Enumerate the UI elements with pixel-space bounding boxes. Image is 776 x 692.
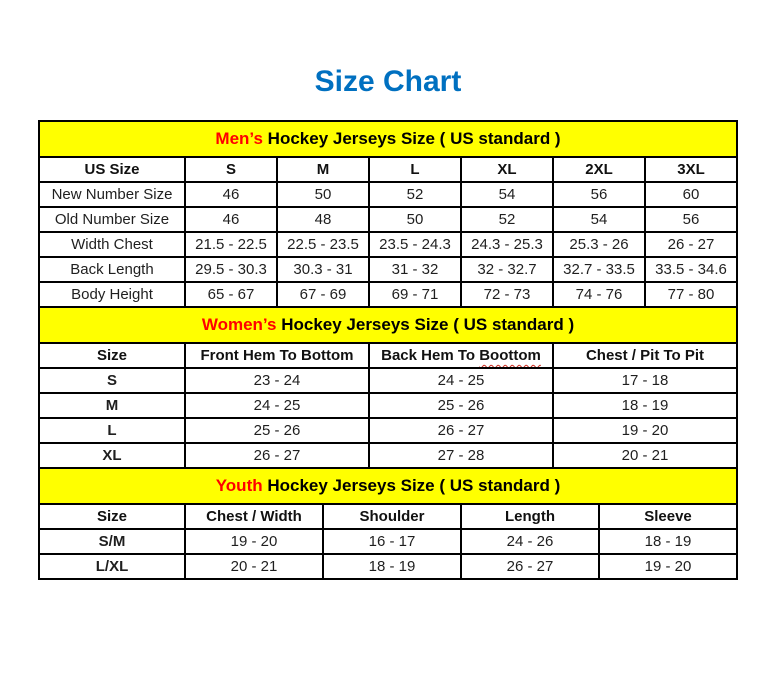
header-cell bbox=[369, 343, 553, 368]
row-label-cell: L/XL bbox=[39, 554, 185, 579]
data-cell: 31 - 32 bbox=[369, 257, 461, 282]
table-row bbox=[39, 393, 737, 418]
row-label-cell: M bbox=[39, 393, 185, 418]
row-label-cell: XL bbox=[39, 443, 185, 468]
data-cell: 22.5 - 23.5 bbox=[277, 232, 369, 257]
data-cell: 27 - 28 bbox=[369, 443, 553, 468]
data-cell: 26 - 27 bbox=[645, 232, 737, 257]
data-cell: 56 bbox=[553, 182, 645, 207]
section-banner-row bbox=[39, 307, 737, 343]
data-cell: 69 - 71 bbox=[369, 282, 461, 307]
row-label-cell: S/M bbox=[39, 529, 185, 554]
header-cell: Size bbox=[39, 343, 185, 368]
data-cell: 72 - 73 bbox=[461, 282, 553, 307]
data-cell: 26 - 27 bbox=[185, 443, 369, 468]
data-cell: 19 - 20 bbox=[185, 529, 323, 554]
data-cell: 19 - 20 bbox=[553, 418, 737, 443]
data-cell: 77 - 80 bbox=[645, 282, 737, 307]
data-cell: 52 bbox=[461, 207, 553, 232]
section-banner-row bbox=[39, 121, 737, 157]
data-cell: 19 - 20 bbox=[599, 554, 737, 579]
data-cell: 25.3 - 26 bbox=[553, 232, 645, 257]
data-cell: 24 - 25 bbox=[185, 393, 369, 418]
header-cell: Length bbox=[461, 504, 599, 529]
data-cell: 23.5 - 24.3 bbox=[369, 232, 461, 257]
header-cell: 2XL bbox=[553, 157, 645, 182]
youth-size-table bbox=[38, 467, 738, 580]
misspelled-word: Boottom bbox=[479, 347, 541, 364]
header-cell: 3XL bbox=[645, 157, 737, 182]
header-cell: S bbox=[185, 157, 277, 182]
row-label-cell: L bbox=[39, 418, 185, 443]
row-label-cell: Old Number Size bbox=[39, 207, 185, 232]
womens-size-table bbox=[38, 306, 738, 469]
banner-rest: Hockey Jerseys Size ( US standard ) bbox=[262, 129, 561, 148]
size-chart-tables bbox=[38, 120, 738, 580]
data-cell: 29.5 - 30.3 bbox=[185, 257, 277, 282]
data-cell: 21.5 - 22.5 bbox=[185, 232, 277, 257]
data-cell: 60 bbox=[645, 182, 737, 207]
header-cell: Shoulder bbox=[323, 504, 461, 529]
data-cell: 25 - 26 bbox=[369, 393, 553, 418]
data-cell: 30.3 - 31 bbox=[277, 257, 369, 282]
row-label-cell: Back Length bbox=[39, 257, 185, 282]
data-cell: 56 bbox=[645, 207, 737, 232]
header-cell: M bbox=[277, 157, 369, 182]
data-cell: 25 - 26 bbox=[185, 418, 369, 443]
mens-banner-title bbox=[39, 121, 737, 157]
banner-rest: Hockey Jerseys Size ( US standard ) bbox=[276, 315, 575, 334]
header-cell: Front Hem To Bottom bbox=[185, 343, 369, 368]
data-cell: 74 - 76 bbox=[553, 282, 645, 307]
header-cell: Size bbox=[39, 504, 185, 529]
data-cell: 24.3 - 25.3 bbox=[461, 232, 553, 257]
table-row bbox=[39, 232, 737, 257]
mens-size-table bbox=[38, 120, 738, 308]
row-label-cell: Body Height bbox=[39, 282, 185, 307]
data-cell: 67 - 69 bbox=[277, 282, 369, 307]
header-cell: L bbox=[369, 157, 461, 182]
table-row bbox=[39, 418, 737, 443]
column-header-row bbox=[39, 343, 737, 368]
row-label-cell: Width Chest bbox=[39, 232, 185, 257]
data-cell: 23 - 24 bbox=[185, 368, 369, 393]
banner-highlight: Youth bbox=[215, 476, 263, 495]
page-title: Size Chart bbox=[314, 65, 462, 98]
header-text: Back Hem To bbox=[381, 347, 480, 364]
data-cell: 33.5 - 34.6 bbox=[645, 257, 737, 282]
table-row bbox=[39, 282, 737, 307]
data-cell: 48 bbox=[277, 207, 369, 232]
womens-banner-title bbox=[39, 307, 737, 343]
row-label-cell: New Number Size bbox=[39, 182, 185, 207]
banner-rest: Hockey Jerseys Size ( US standard ) bbox=[262, 476, 561, 495]
data-cell: 46 bbox=[185, 207, 277, 232]
column-header-row bbox=[39, 157, 737, 182]
header-cell: US Size bbox=[39, 157, 185, 182]
data-cell: 32 - 32.7 bbox=[461, 257, 553, 282]
data-cell: 18 - 19 bbox=[553, 393, 737, 418]
data-cell: 20 - 21 bbox=[185, 554, 323, 579]
data-cell: 20 - 21 bbox=[553, 443, 737, 468]
data-cell: 46 bbox=[185, 182, 277, 207]
data-cell: 65 - 67 bbox=[185, 282, 277, 307]
table-row bbox=[39, 257, 737, 282]
header-cell: Chest / Pit To Pit bbox=[553, 343, 737, 368]
data-cell: 24 - 26 bbox=[461, 529, 599, 554]
data-cell: 26 - 27 bbox=[461, 554, 599, 579]
header-cell: Sleeve bbox=[599, 504, 737, 529]
table-row bbox=[39, 554, 737, 579]
data-cell: 16 - 17 bbox=[323, 529, 461, 554]
data-cell: 54 bbox=[553, 207, 645, 232]
data-cell: 54 bbox=[461, 182, 553, 207]
header-cell: Chest / Width bbox=[185, 504, 323, 529]
table-row bbox=[39, 182, 737, 207]
data-cell: 50 bbox=[369, 207, 461, 232]
table-row bbox=[39, 368, 737, 393]
data-cell: 18 - 19 bbox=[323, 554, 461, 579]
data-cell: 32.7 - 33.5 bbox=[553, 257, 645, 282]
banner-highlight: Women’s bbox=[201, 315, 277, 334]
data-cell: 18 - 19 bbox=[599, 529, 737, 554]
data-cell: 26 - 27 bbox=[369, 418, 553, 443]
header-cell: XL bbox=[461, 157, 553, 182]
banner-highlight: Men’s bbox=[215, 129, 263, 148]
column-header-row bbox=[39, 504, 737, 529]
data-cell: 17 - 18 bbox=[553, 368, 737, 393]
section-banner-row bbox=[39, 468, 737, 504]
youth-banner-title bbox=[39, 468, 737, 504]
data-cell: 52 bbox=[369, 182, 461, 207]
table-row bbox=[39, 443, 737, 468]
table-row bbox=[39, 207, 737, 232]
data-cell: 50 bbox=[277, 182, 369, 207]
data-cell: 24 - 25 bbox=[369, 368, 553, 393]
row-label-cell: S bbox=[39, 368, 185, 393]
table-row bbox=[39, 529, 737, 554]
